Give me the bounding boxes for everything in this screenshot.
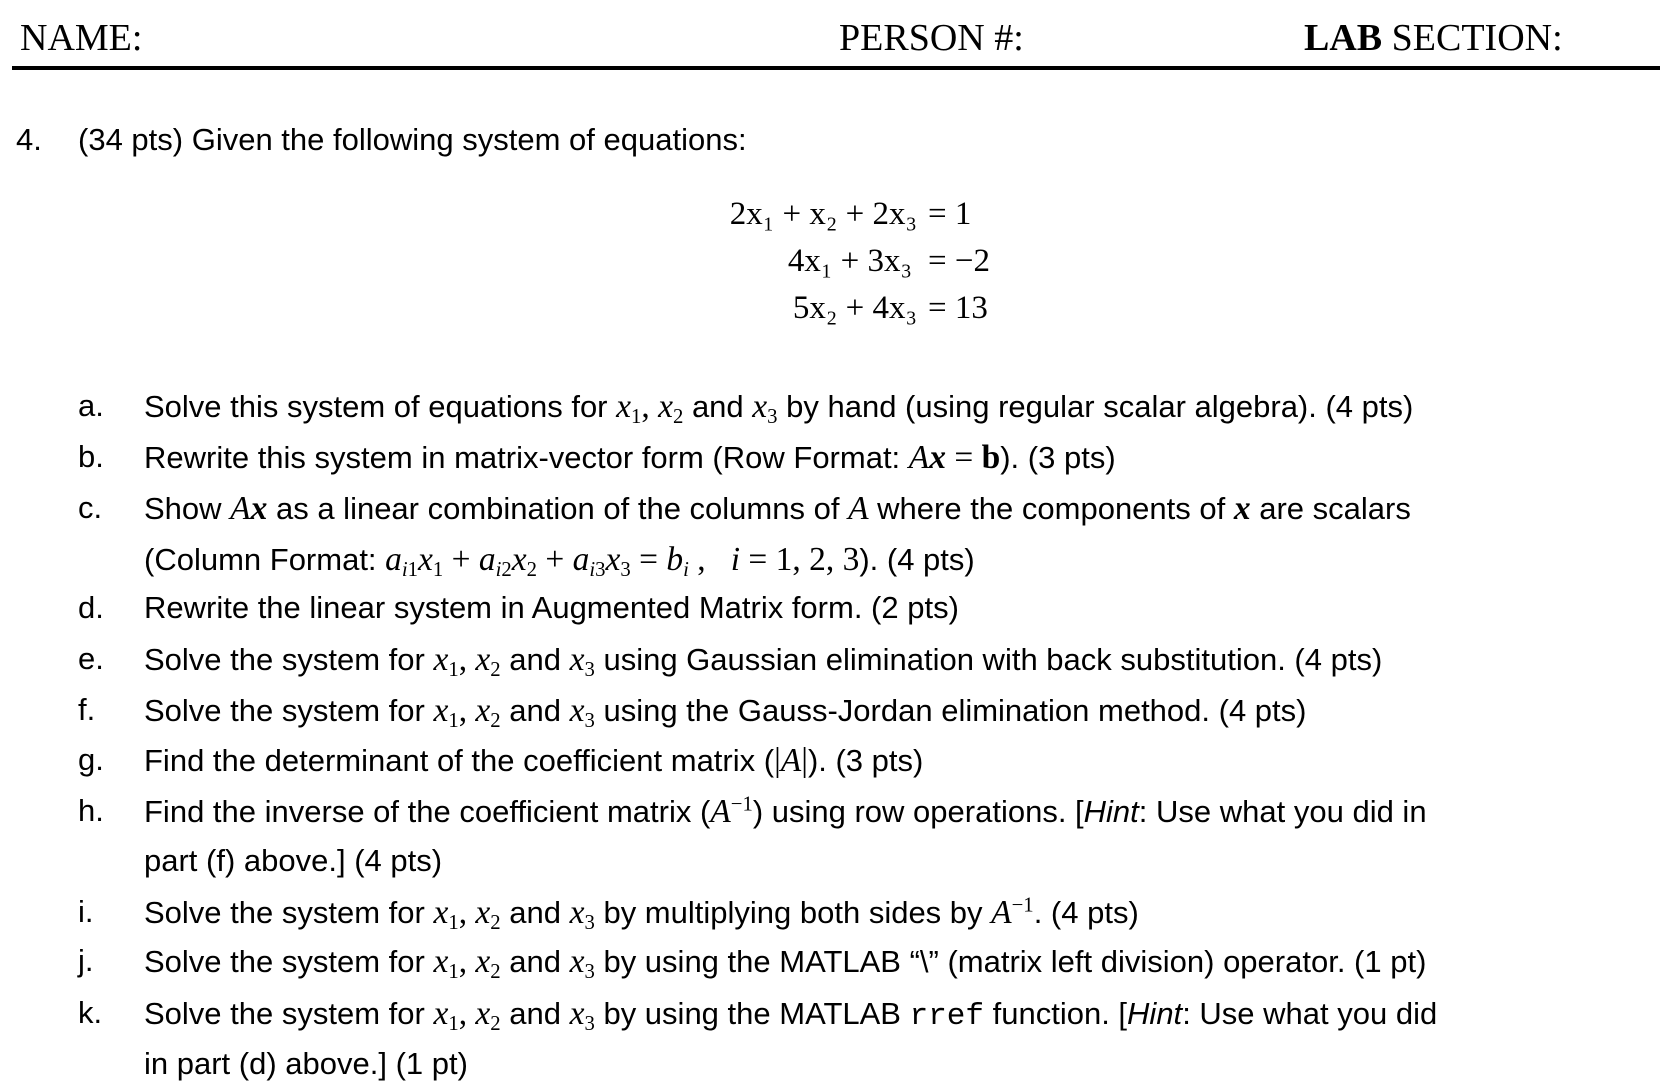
part-b-text: Rewrite this system in matrix-vector form (Row Format: Ax = b). (3 pts): [144, 439, 1116, 476]
equation-1: [0, 196, 1680, 240]
question-text: (34 pts) Given the following system of equations:: [78, 122, 747, 157]
part-f-text: Solve the system for $x_1$, $x_2$ and $x_3$ using the Gauss-Jordan elimination method. (4 pts): [144, 692, 1307, 732]
equation-1-rhs: = 1: [928, 196, 972, 232]
part-j-text: Solve the system for $x_1$, $x_2$ and $x_3$ by using the MATLAB “\” (matrix left division) operator. (1 pt): [144, 943, 1427, 983]
code-rref: rref: [909, 999, 985, 1034]
part-g-letter: g.: [78, 742, 104, 777]
part-i-letter: i.: [78, 894, 94, 929]
lab-rest: SECTION:: [1382, 17, 1563, 59]
part-h-text: Find the inverse of the coefficient matrix $(A^{-1})$ using row operations. [Hint: Use what you did in: [144, 793, 1427, 830]
equation-3-rhs: = 13: [928, 290, 988, 326]
equation-2: [0, 243, 1680, 287]
part-c-continuation: (Column Format: $a_{i1}x_1 + a_{i2}x_2 + a_{i3}x_3 = b_i$ , i = 1, 2, 3). (4 pts): [144, 541, 975, 581]
header-divider: [12, 66, 1660, 70]
equation-1-lhs: 2x₁ + x₂ + 2x₃: [729, 196, 917, 232]
equation-2-rhs: = −2: [928, 243, 990, 279]
part-i-text: Solve the system for $x_1$, $x_2$ and $x_3$ by multiplying both sides by $A^{-1}$. (4 pts): [144, 894, 1139, 934]
part-k-text: Solve the system for $x_1$, $x_2$ and $x_3$ by using the MATLAB rref function. [Hint: Use what you did: [144, 995, 1438, 1035]
question-number: 4.: [16, 122, 42, 157]
lab-section-label: [1304, 16, 1563, 60]
part-g-text: Find the determinant of the coefficient matrix (|A|). (3 pts): [144, 742, 924, 779]
part-h-letter: h.: [78, 793, 104, 828]
part-j-letter: j.: [78, 943, 94, 978]
part-a-text: Solve this system of equations for $x_1$, $x_2$ and $x_3$ by hand (using regular scalar algebra). (4 pts): [144, 388, 1414, 428]
part-a-letter: a.: [78, 388, 104, 423]
part-e-letter: e.: [78, 641, 104, 676]
header: [14, 16, 1660, 68]
part-k-letter: k.: [78, 995, 103, 1030]
part-b-letter: b.: [78, 439, 104, 474]
part-d-letter: d.: [78, 590, 104, 625]
equation-3-lhs: 5x₂ + 4x₃: [792, 290, 917, 326]
name-label: NAME:: [20, 17, 143, 59]
part-h-continuation: part (f) above.] (4 pts): [144, 843, 443, 878]
part-c-text: Show Ax as a linear combination of the columns of A where the components of x are scalars: [144, 490, 1411, 527]
part-f-letter: f.: [78, 692, 96, 727]
part-e-text: Solve the system for $x_1$, $x_2$ and $x_3$ using Gaussian elimination with back substitution. (4 pts): [144, 641, 1383, 681]
person-number-label: PERSON #:: [839, 17, 1024, 59]
lab-bold: LAB: [1304, 17, 1383, 59]
equation-3: [0, 290, 1680, 334]
part-c-letter: c.: [78, 490, 103, 525]
part-k-continuation: in part (d) above.] (1 pt): [144, 1046, 468, 1081]
question-heading: [16, 122, 747, 158]
part-d-text: Rewrite the linear system in Augmented Matrix form. (2 pts): [144, 590, 959, 625]
equation-2-lhs: 4x₁ + 3x₃: [787, 243, 912, 279]
